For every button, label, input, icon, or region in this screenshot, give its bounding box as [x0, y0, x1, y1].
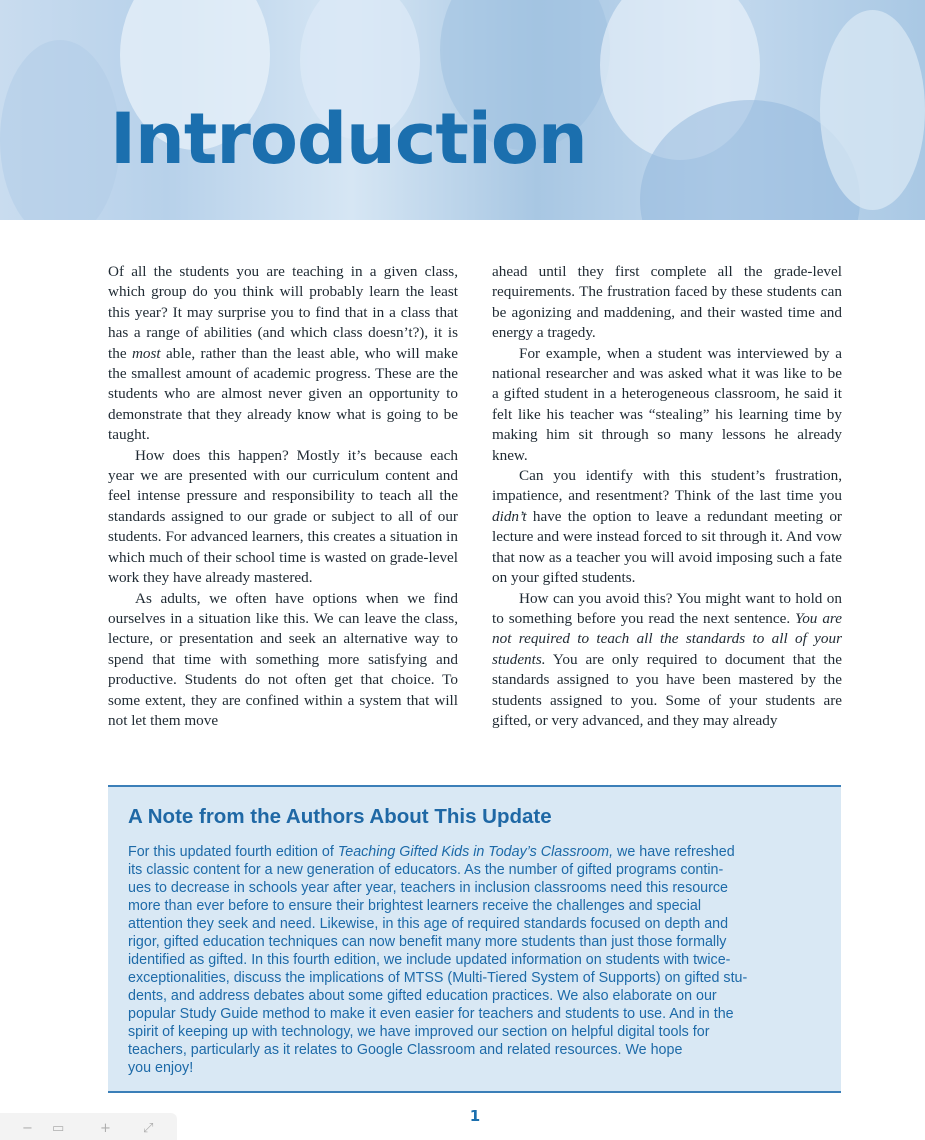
note-line: For this updated fourth edition of Teaching Gifted Kids in Today’s Classroom, we have refreshed [128, 844, 735, 860]
zoom-out-icon[interactable]: − [22, 1121, 33, 1136]
banner-photo-shape [820, 10, 925, 210]
note-line: spirit of keeping up with technology, we have improved our section on helpful digital tools for [128, 1024, 710, 1040]
paragraph: Of all the students you are teaching in a given class, which group do you think will probably learn the least this year? It may surprise you to find that in a class that has a range of abilities (and which class doesn’t?), it is the most able, rather than the least able, who will make the smallest amount of academic progress. These are the students who are almost never given an opportunity to demonstrate that they already know what is going to be taught. [108, 263, 458, 444]
note-line: dents, and address debates about some gifted education practices. We also elaborate on our [128, 988, 717, 1004]
right-column [492, 262, 842, 731]
header-banner [0, 0, 925, 220]
note-line: you enjoy! [128, 1060, 194, 1076]
author-note-box [108, 785, 841, 1093]
paragraph: How can you avoid this? You might want to hold on to something before you read the next sentence. You are not required to teach all the standards to all of your students. You are only required to document that the standards assigned to you have been mastered by the students assigned to you. Some of your students are gifted, or very advanced, and they may already [492, 589, 843, 729]
paragraph: For example, when a student was interviewed by a national researcher and was asked what it was like to be a gifted student in a heterogeneous classroom, he said it felt like his teacher was “stealing” his learning time by making him sit through so many lessons he already knew. [492, 344, 842, 464]
fit-page-icon[interactable]: ▭ [52, 1121, 65, 1136]
paragraph: As adults, we often have options when we find ourselves in a situation like this. We can leave the class, lecture, or presentation and seek an alternative way to spend that time with something more satisfying and productive. Students do not often get that choice. To some extent, they are confined within a system that will not let them move [108, 589, 458, 729]
viewer-toolbar [0, 1113, 177, 1140]
page-title: Introduction [110, 98, 587, 180]
paragraph: ahead until they first complete all the grade-level requirements. The frustration faced by these students can be agonizing and maddening, and their wasted time and energy a tragedy. [492, 263, 842, 342]
note-line: ues to decrease in schools year after year, teachers in inclusion classrooms need this resource [128, 880, 728, 896]
note-line: its classic content for a new generation of educators. As the number of gifted programs contin- [128, 862, 724, 878]
note-line: attention they seek and need. Likewise, in this age of required standards focused on depth and [128, 916, 729, 932]
note-body [128, 843, 818, 1077]
zoom-in-icon[interactable]: + [100, 1121, 111, 1136]
note-line: popular Study Guide method to make it even easier for teachers and students to use. And in the [128, 1006, 734, 1022]
note-line: exceptionalities, discuss the implications of MTSS (Multi-Tiered System of Supports) on gifted stu- [128, 970, 748, 986]
note-heading: A Note from the Authors About This Update [128, 805, 552, 828]
note-line: teachers, particularly as it relates to Google Classroom and related resources. We hope [128, 1042, 683, 1058]
note-line: rigor, gifted education techniques can now benefit many more students than just those formally [128, 934, 727, 950]
left-column [108, 262, 458, 731]
paragraph: Can you identify with this student’s frustration, impatience, and resentment? Think of the last time you didn’t have the option to leave a redundant meeting or lecture and were instead forced to sit through it. And vow that now as a teacher you will avoid imposing such a fate on your gifted students. [492, 467, 842, 587]
expand-icon[interactable]: ⤢ [143, 1121, 154, 1136]
note-line: more than ever before to ensure their brightest learners receive the challenges and special [128, 898, 701, 914]
banner-photo-shape [0, 40, 120, 220]
note-line: identified as gifted. In this fourth edition, we include updated information on students with twice- [128, 952, 731, 968]
paragraph: How does this happen? Mostly it’s because each year we are presented with our curriculum content and feel intense pressure and responsibility to teach all the standards assigned to our grade or subject to all of our students. For advanced learners, this creates a situation in which much of their school time is wasted on grade-level work they have already mastered. [108, 446, 458, 587]
page-number: 1 [469, 1107, 481, 1125]
